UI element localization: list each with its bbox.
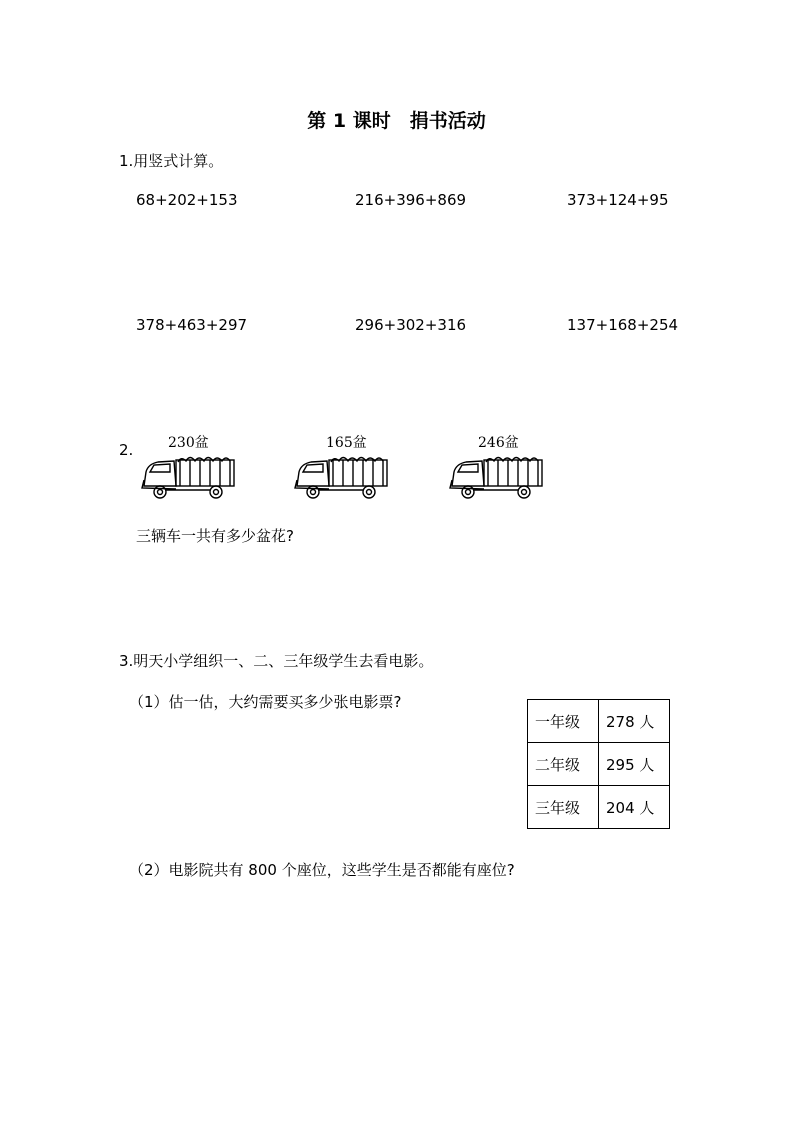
grade-table [527, 699, 670, 829]
q3-prompt: 3.明天小学组织一、二、三年级学生去看电影。 [119, 652, 434, 670]
q1-expression: 373+124+95 [567, 191, 669, 209]
truck-icon [448, 448, 548, 504]
truck-load-label: 230盆 [168, 435, 209, 451]
q1-expression: 296+302+316 [355, 316, 467, 334]
table-row [528, 743, 670, 786]
q1-expression: 68+202+153 [136, 191, 238, 209]
truck-figure [140, 432, 240, 504]
table-row [528, 786, 670, 829]
truck-icon [293, 448, 393, 504]
truck-load-label: 246盆 [478, 435, 519, 451]
page-title: 第 1 课时 捐书活动 [307, 110, 486, 132]
q1-prompt: 1.用竖式计算。 [119, 152, 224, 170]
q1-expression: 137+168+254 [567, 316, 679, 334]
grade-cell: 一年级 [528, 700, 599, 743]
table-row [528, 700, 670, 743]
q2-number: 2. [119, 441, 134, 459]
count-cell: 278 人 [599, 700, 670, 743]
grade-cell: 三年级 [528, 786, 599, 829]
truck-figure [448, 432, 548, 504]
grade-cell: 二年级 [528, 743, 599, 786]
truck-figure [293, 432, 393, 504]
q3-sub2: （2）电影院共有 800 个座位，这些学生是否都能有座位? [129, 861, 515, 879]
truck-icon [140, 448, 240, 504]
q3-sub1: （1）估一估，大约需要买多少张电影票? [129, 693, 402, 711]
count-cell: 204 人 [599, 786, 670, 829]
q2-question: 三辆车一共有多少盆花? [136, 527, 294, 545]
q1-expression: 378+463+297 [136, 316, 248, 334]
q1-expression: 216+396+869 [355, 191, 467, 209]
truck-load-label: 165盆 [326, 435, 367, 451]
count-cell: 295 人 [599, 743, 670, 786]
